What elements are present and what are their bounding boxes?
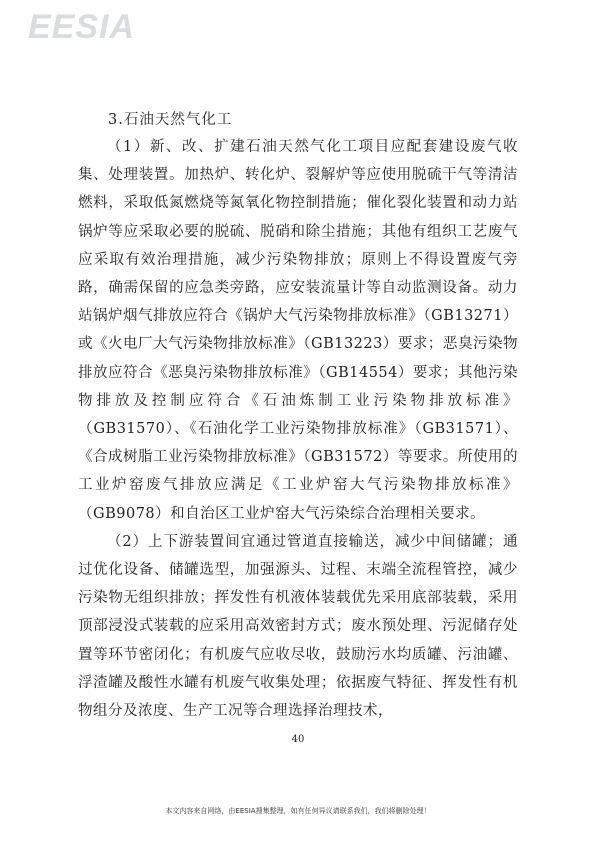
eesia-logo: EESIA: [28, 8, 136, 46]
footer-disclaimer: 本文内容来自网络，由EESIA搜集整理，如有任何异议请联系我们，我们将删除处理！: [165, 807, 431, 815]
page-number: 40: [291, 734, 305, 745]
paragraph-2: （2）上下游装置间宜通过管道直接输送，减少中间储罐；通过优化设备、储罐选型，加强源头、过程、末端全流程管控，减少污染物无组织排放；挥发性有机液体装载优先采用底部装载，采用顶部浸没式装载的应采用高效密封方式；废水预处理、污泥储存处置等环节密闭化；有机废气应收尽收，鼓励污水均质罐、污油罐、浮渣罐及酸性水罐有机废气收集处理；依据废气特征、挥发性有机物组分及浓度、生产工况等合理选择治理技术，: [78, 533, 518, 720]
section-heading: 3.石油天然气化工: [108, 112, 233, 128]
document-body: [78, 108, 518, 725]
paragraph-1: （1）新、改、扩建石油天然气化工项目应配套建设废气收集、处理装置。加热炉、转化炉、裂解炉等应使用脱硫干气等清洁燃料，采取低氮燃烧等氮氧化物控制措施；催化裂化装置和动力站锅炉等应采取必要的脱硫、脱硝和除尘措施；其他有组织工艺废气应采取有效治理措施，减少污染物排放；原则上不得设置废气旁路，确需保留的应急类旁路，应安装流量计等自动监测设备。动力站锅炉烟气排放应符合《锅炉大气污染物排放标准》（GB13271）或《火电厂大气污染物排放标准》（GB13223）要求；恶臭污染物排放应符合《恶臭污染物排放标准》（GB14554）要求；其他污染物排放及控制应符合《石油炼制工业污染物排放标准》（GB31570）、《石油化学工业污染物排放标准》（GB31571）、《合成树脂工业污染物排放标准》（GB31572）等要求。所使用的工业炉窑废气排放应满足《工业炉窑大气污染物排放标准》（GB9078）和自治区工业炉窑大气污染综合治理相关要求。: [78, 139, 518, 522]
